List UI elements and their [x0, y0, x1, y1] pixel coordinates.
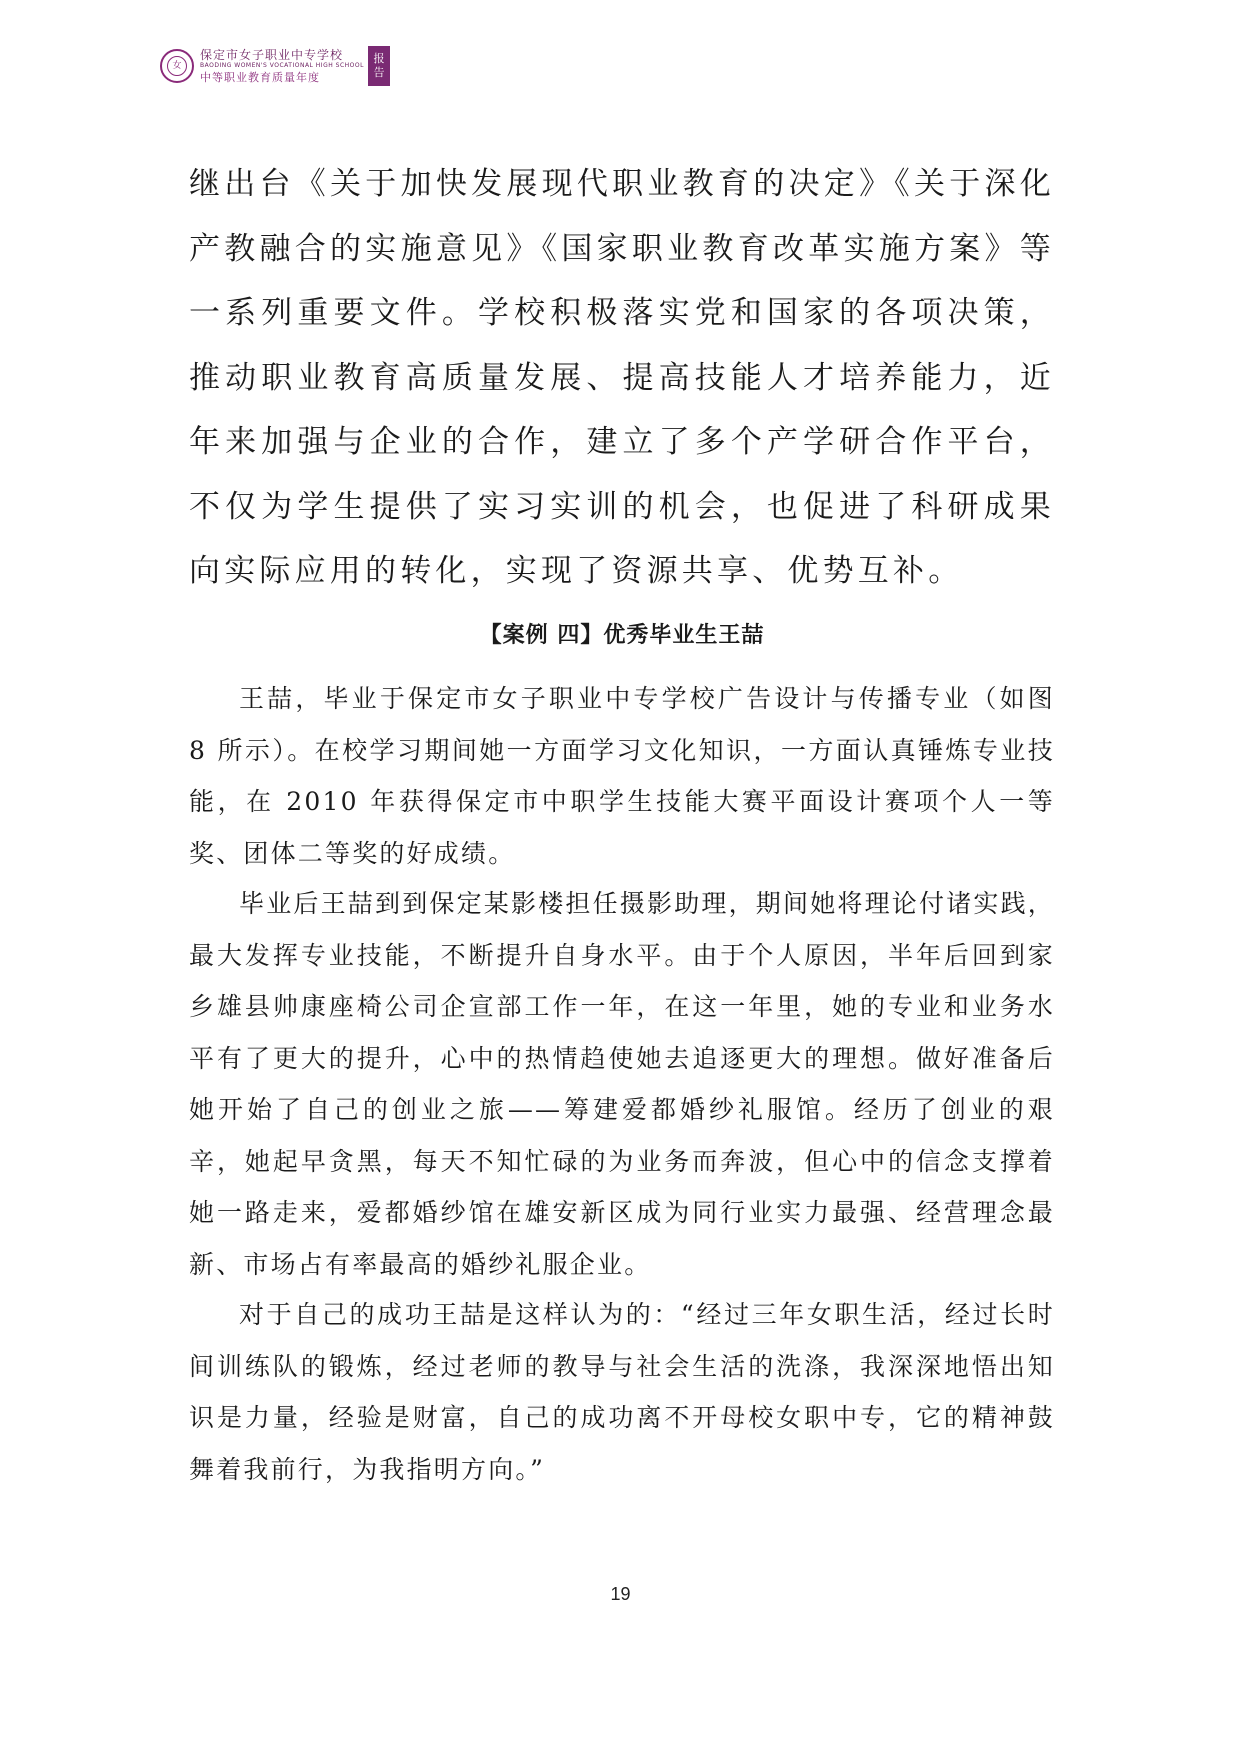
page-header — [160, 44, 390, 88]
page-number: 19 — [610, 1584, 631, 1604]
seal-glyph: 女 — [167, 56, 187, 76]
school-seal-icon — [160, 49, 194, 83]
badge-line-2: 告 — [373, 66, 385, 79]
header-text — [200, 49, 364, 83]
report-title: 中等职业教育质量年度 — [200, 71, 320, 84]
case-paragraph-1: 王喆，毕业于保定市女子职业中专学校广告设计与传播专业（如图 8 所示）。在校学习期间她一方面学习文化知识，一方面认真锤炼专业技能，在 2010 年获得保定市中职学生技能大赛平面设计赛项个人一等奖、团体二等奖的好成绩。 — [189, 684, 1055, 868]
badge-line-1: 报 — [373, 52, 385, 66]
case-title: 【案例 四】优秀毕业生王喆 — [479, 623, 765, 648]
report-badge — [368, 46, 390, 86]
school-name-cn: 保定市女子职业中专学校 — [200, 48, 344, 62]
school-name-en: BAODING WOMEN'S VOCATIONAL HIGH SCHOOL — [200, 62, 364, 69]
case-paragraph-2: 毕业后王喆到到保定某影楼担任摄影助理，期间她将理论付诸实践，最大发挥专业技能，不断提升自身水平。由于个人原因，半年后回到家乡雄县帅康座椅公司企宣部工作一年，在这一年里，她的专业和业务水平有了更大的提升，心中的热情趋使她去追逐更大的理想。做好准备后她开始了自己的创业之旅——筹建爱都婚纱礼服馆。经历了创业的艰辛，她起早贪黑，每天不知忙碌的为业务而奔波，但心中的信念支撑着她一路走来，爱都婚纱馆在雄安新区成为同行业实力最强、经营理念最新、市场占有率最高的婚纱礼服企业。 — [189, 889, 1056, 1279]
body-paragraph-top: 继出台《关于加快发展现代职业教育的决定》《关于深化产教融合的实施意见》《国家职业教育改革实施方案》等一系列重要文件。学校积极落实党和国家的各项决策，推动职业教育高质量发展、提高技能人才培养能力，近年来加强与企业的合作，建立了多个产学研合作平台，不仅为学生提供了实习实训的机会，也促进了科研成果向实际应用的转化，实现了资源共享、优势互补。 — [189, 166, 1055, 589]
case-paragraph-3: 对于自己的成功王喆是这样认为的：“经过三年女职生活，经过长时间训练队的锻炼，经过老师的教导与社会生活的洗涤，我深深地悟出知识是力量，经验是财富，自己的成功离不开母校女职中专，它的精神鼓舞着我前行，为我指明方向。” — [189, 1300, 1055, 1484]
